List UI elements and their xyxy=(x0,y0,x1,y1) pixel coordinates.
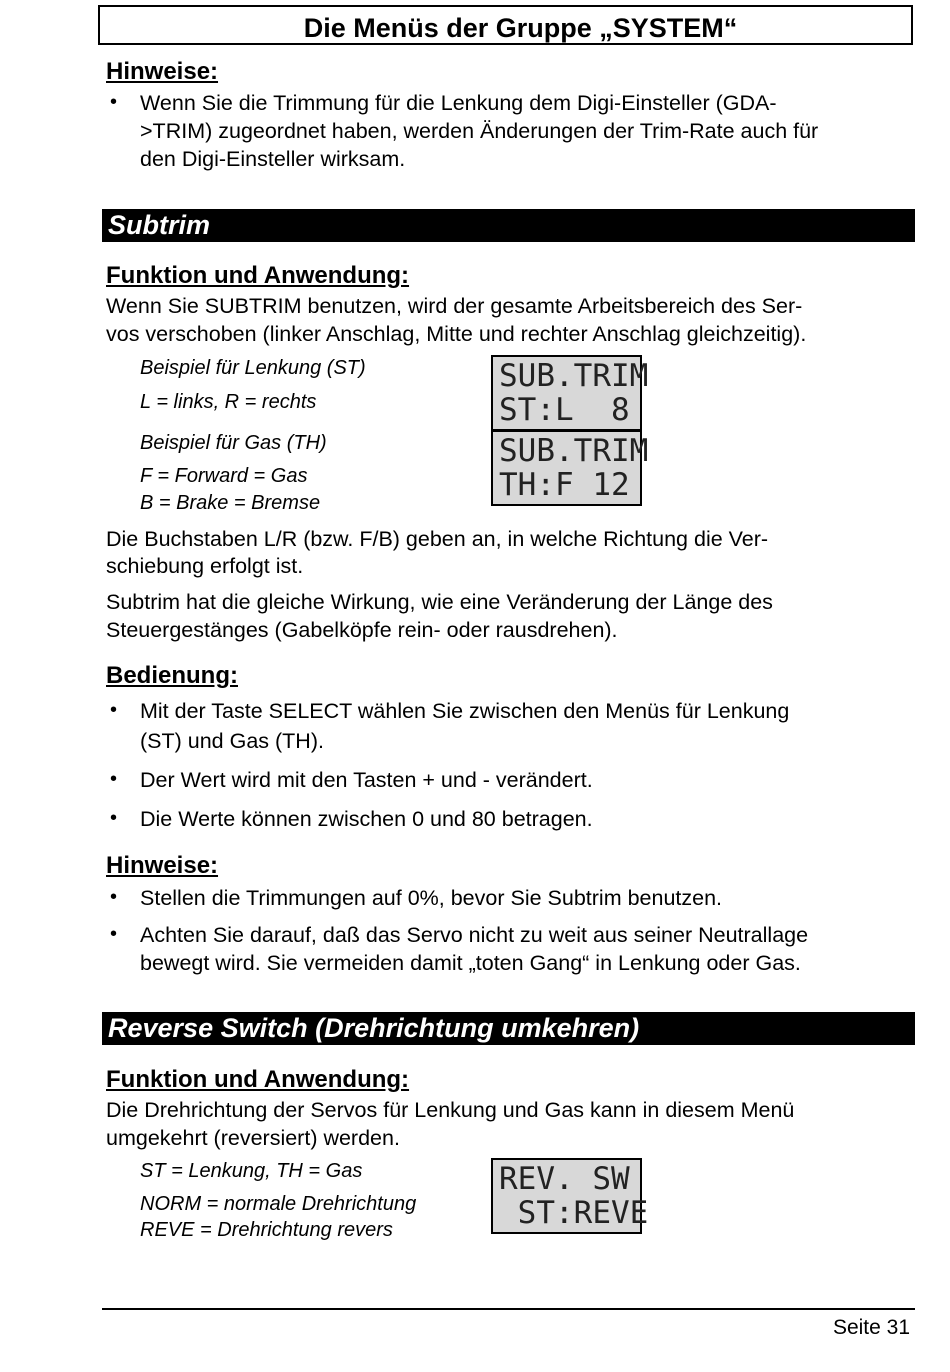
lcd-line: ST:REVE xyxy=(499,1195,649,1231)
top-notes-line: den Digi-Einsteller wirksam. xyxy=(140,147,406,171)
bullet-icon: • xyxy=(110,886,118,908)
lcd-display-st xyxy=(491,355,649,431)
reverse-legend: REVE = Drehrichtung revers xyxy=(140,1219,393,1241)
section-bar-subtrim: Subtrim xyxy=(102,209,915,242)
subtrim-notes-heading: Hinweise: xyxy=(106,852,219,879)
lcd-line: ST:L 8 xyxy=(499,392,630,428)
subtrim-paragraph-line: Die Buchstaben L/R (bzw. F/B) geben an, in welche Richtung die Ver- xyxy=(106,527,769,551)
notes-bullet-line: Stellen die Trimmungen auf 0%, bevor Sie Subtrim benutzen. xyxy=(140,886,723,910)
lcd-line: SUB.TRIM xyxy=(499,358,649,394)
operation-bullet-line: (ST) und Gas (TH). xyxy=(140,729,324,753)
page-number: Seite 31 xyxy=(832,1316,910,1339)
lcd-line: SUB.TRIM xyxy=(499,433,649,469)
reverse-function-line: umgekehrt (reversiert) werden. xyxy=(106,1126,400,1150)
subtrim-example-th-legend: B = Brake = Bremse xyxy=(140,492,321,514)
notes-bullet-line: bewegt wird. Sie vermeiden damit „toten Gang“ in Lenkung oder Gas. xyxy=(140,951,801,975)
operation-bullet-line: Die Werte können zwischen 0 und 80 betragen. xyxy=(140,807,593,831)
lcd-line: TH:F 12 xyxy=(499,467,630,503)
lcd-display-th xyxy=(491,430,649,506)
top-notes-line: >TRIM) zugeordnet haben, werden Änderungen der Trim-Rate auch für xyxy=(140,119,819,143)
reverse-function-heading: Funktion und Anwendung: xyxy=(106,1066,410,1093)
lcd-display-reverse xyxy=(491,1158,649,1234)
top-notes-heading: Hinweise: xyxy=(106,58,219,85)
subtrim-paragraph-line: schiebung erfolgt ist. xyxy=(106,554,304,578)
subtrim-paragraph-line: Subtrim hat die gleiche Wirkung, wie eine Veränderung der Länge des xyxy=(106,590,773,614)
lcd-line: REV. SW xyxy=(499,1161,630,1197)
subtrim-function-heading: Funktion und Anwendung: xyxy=(106,262,410,289)
subtrim-function-line: Wenn Sie SUBTRIM benutzen, wird der gesamte Arbeitsbereich des Ser- xyxy=(106,294,803,318)
bullet-icon: • xyxy=(110,699,118,721)
bullet-icon: • xyxy=(110,807,118,829)
page-title: Die Menüs der Gruppe „SYSTEM“ xyxy=(303,13,738,43)
subtrim-example-st-legend: L = links, R = rechts xyxy=(140,391,317,413)
section-bar-reverse: Reverse Switch (Drehrichtung umkehren) xyxy=(102,1012,915,1045)
subtrim-paragraph-line: Steuergestänges (Gabelköpfe rein- oder rausdrehen). xyxy=(106,618,618,642)
subtrim-example-th: Beispiel für Gas (TH) xyxy=(140,432,327,454)
reverse-function-line: Die Drehrichtung der Servos für Lenkung und Gas kann in diesem Menü xyxy=(106,1098,795,1122)
page-header-box xyxy=(98,5,913,45)
bullet-icon: • xyxy=(110,923,118,945)
operation-bullet-line: Mit der Taste SELECT wählen Sie zwischen den Menüs für Lenkung xyxy=(140,699,790,723)
subtrim-operation-heading: Bedienung: xyxy=(106,662,238,689)
top-notes-line: Wenn Sie die Trimmung für die Lenkung dem Digi-Einsteller (GDA- xyxy=(140,91,777,115)
bullet-icon: • xyxy=(110,91,118,113)
operation-bullet-line: Der Wert wird mit den Tasten + und - verändert. xyxy=(140,768,593,792)
reverse-legend: NORM = normale Drehrichtung xyxy=(140,1193,417,1215)
footer-divider xyxy=(102,1308,915,1310)
bullet-icon: • xyxy=(110,768,118,790)
notes-bullet-line: Achten Sie darauf, daß das Servo nicht zu weit aus seiner Neutrallage xyxy=(140,923,809,947)
subtrim-example-st: Beispiel für Lenkung (ST) xyxy=(140,357,366,379)
reverse-legend: ST = Lenkung, TH = Gas xyxy=(140,1160,363,1182)
subtrim-function-line: vos verschoben (linker Anschlag, Mitte und rechter Anschlag gleichzeitig). xyxy=(106,322,807,346)
subtrim-example-th-legend: F = Forward = Gas xyxy=(140,465,308,487)
